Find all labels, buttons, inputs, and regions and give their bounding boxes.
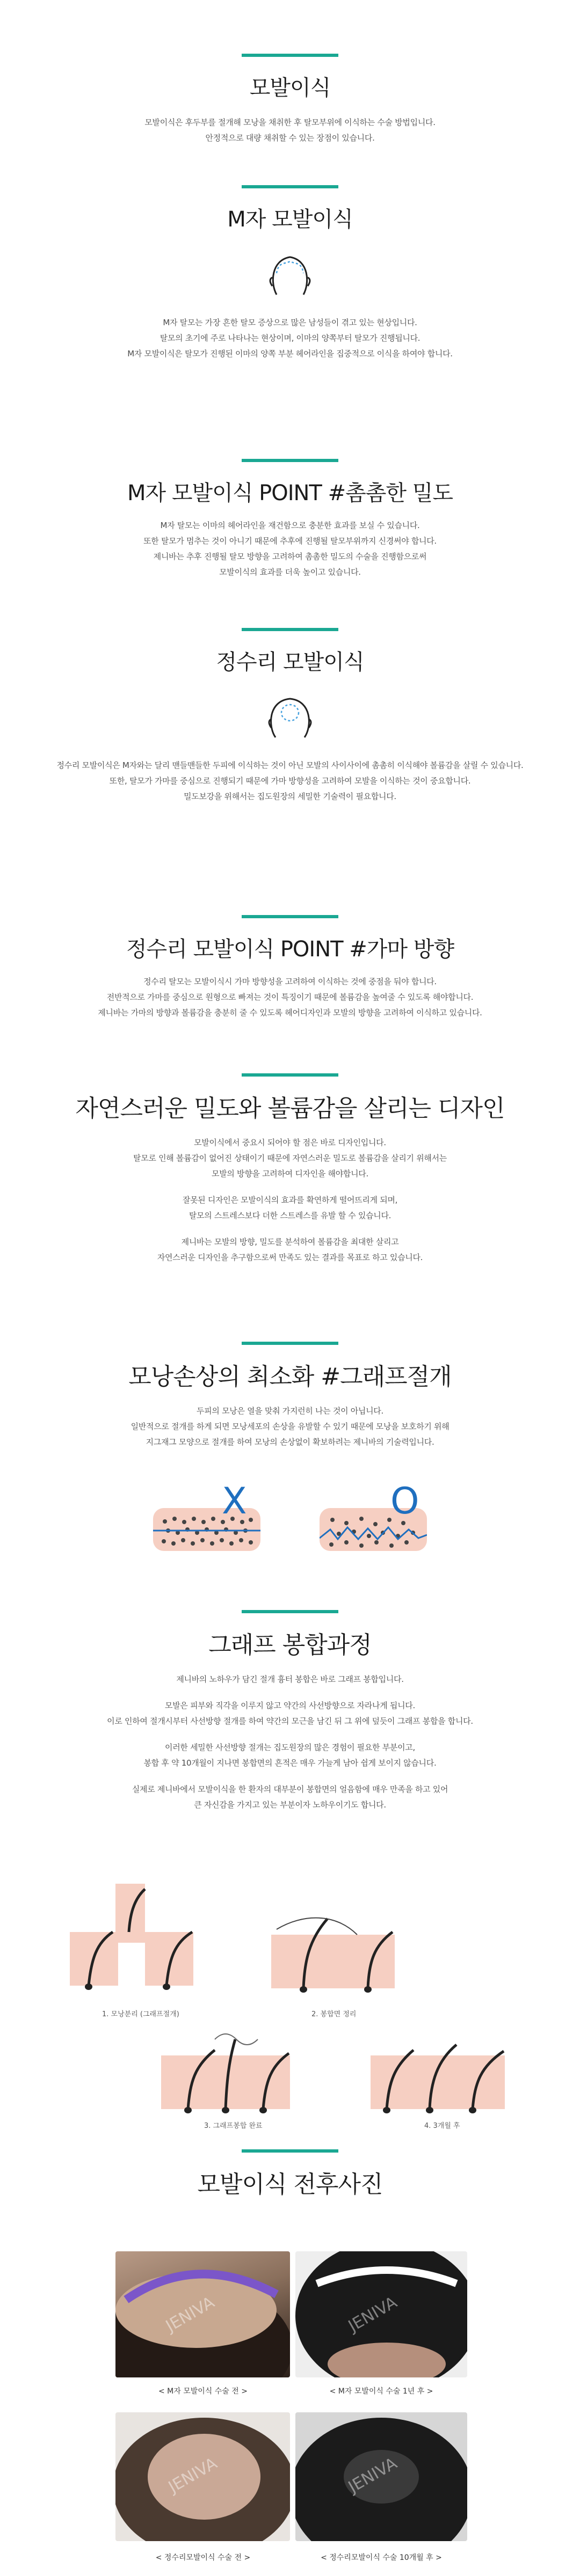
section-title: 정수리 모발이식 (216, 650, 364, 675)
section-title: 모낭손상의 최소화 #그래프절개 (128, 1363, 452, 1391)
before-photo-m (115, 2251, 290, 2377)
section-text: 두피의 모낭은 열을 맞춰 가지런히 나는 것이 아닙니다. 일반적으로 절개를 하게 되면 모낭세포의 손상을 유발할 수 있기 때문에 모낭을 보호하기 위해 지그재그 모양으로 절개를 하여 모낭의 손상없이 확보하려는 제니바의 기술력입니다. (130, 1406, 450, 1447)
suture-step-4-figure (371, 2018, 505, 2133)
watermark: JENIVA (345, 2454, 401, 2497)
photo-caption: < 정수리모발이식 수술 전 > (155, 2553, 251, 2562)
section-divider (242, 1073, 338, 1077)
section-text: 모발이식에서 중요시 되어야 할 점은 바로 디자인입니다. 탈모로 인해 볼륨감이 없어진 상태이기 때문에 자연스러운 밀도로 볼륨감을 살리기 위해서는 모발의 방향을 고려하여 디자인을 해야합니다. (133, 1137, 447, 1179)
suture-step-3-figure (161, 2018, 290, 2133)
x-mark: X (222, 1480, 247, 1523)
section-text: 모발은 피부와 직각을 이루지 않고 약간의 사선방향으로 자라나게 됩니다. 이로 인하여 절개시부터 사선방향 절개를 하여 약간의 모근을 남긴 뒤 그 위에 덮듯이 그래프 봉합을 합니다. (107, 1700, 473, 1726)
section-title: M자 모발이식 POINT #촘촘한 밀도 (127, 481, 453, 506)
section-text: 정수리 모발이식은 M자와는 달리 맨들맨들한 두피에 이식하는 것이 아닌 모발의 사이사이에 촘촘히 이식해야 볼륨감을 살릴 수 있습니다. 또한, 탈모가 가마를 중심으로 진행되기 때문에 가마 방향성을 고려하여 모발을 이식하는 것이 중요합니다. 밀도보강을 위해서는 집도원장의 세밀한 기술력이 필요합니다. (56, 760, 524, 801)
watermark: JENIVA (345, 2293, 401, 2336)
after-photo-crown (295, 2412, 467, 2541)
zigzag-incision-figure (320, 1480, 427, 1556)
step-caption: 4. 3개월 후 (424, 2122, 460, 2130)
section-text: 이러한 세밀한 사선방향 절개는 집도원장의 많은 경험이 필요한 부분이고, 봉합 후 약 10개월이 지나면 봉합면의 흔적은 매우 가늘게 남아 쉽게 보이지 않습니다. (143, 1742, 437, 1768)
photo-caption: < 정수리모발이식 수술 10개월 후 > (321, 2553, 442, 2562)
section-divider (242, 1342, 338, 1345)
section-hair-transplant (0, 54, 580, 146)
section-title: 그래프 봉합과정 (208, 1631, 372, 1659)
section-text: 정수리 탈모는 모발이식시 가마 방향성을 고려하여 이식하는 것에 중점을 둬야 합니다. 전반적으로 가마를 중심으로 원형으로 빠져는 것이 특징이기 때문에 볼륨감을 높여줄 수 있도록 해야합니다. 제니바는 가마의 방향과 볼륨감을 충분히 줄 수 있도록 헤어디자인과 모발의 방향을 고려하여 이식하고 있습니다. (98, 977, 482, 1018)
section-divider (242, 185, 338, 188)
m-hairline-head-icon (260, 245, 320, 304)
section-title: 정수리 모발이식 POINT #가마 방향 (126, 937, 454, 962)
step-caption: 3. 그래프봉합 완료 (204, 2122, 263, 2130)
section-text: 모발이식은 후두부를 절개해 모낭을 채취한 후 탈모부위에 이식하는 수술 방법입니다. 안정적으로 대량 채취할 수 있는 장점이 있습니다. (144, 118, 436, 143)
section-divider (242, 54, 338, 57)
photo-caption: < M자 모발이식 수술 1년 후 > (329, 2387, 433, 2396)
section-text: 제니바의 노하우가 담긴 절개 흉터 봉합은 바로 그래프 봉합입니다. (176, 1674, 404, 1684)
crown-head-icon (260, 688, 320, 747)
watermark: JENIVA (165, 2454, 221, 2497)
suture-step-2-figure (271, 1908, 395, 2018)
before-photo-crown (115, 2412, 290, 2541)
suture-step-1-figure (70, 1878, 193, 2018)
section-divider (242, 1610, 338, 1613)
after-photo-m (295, 2251, 467, 2377)
section-text: M자 탈모는 이마의 헤어라인을 재건함으로 충분한 효과를 보실 수 있습니다. 또한 탈모가 멈추는 것이 아니기 때문에 추후에 진행될 탈모부위까지 신경써야 합니다. 제니바는 추후 진행될 탈모 방향을 고려하여 촘촘한 밀도의 수술을 진행함으로써 모발이식의 효과를 더욱 높이고 있습니다. (143, 521, 437, 577)
section-divider (242, 459, 338, 462)
step-caption: 2. 봉합면 정리 (311, 2010, 357, 2018)
section-graft-suture (0, 1610, 580, 1813)
section-crown-point (0, 915, 580, 1021)
section-title: 자연스러운 밀도와 볼륨감을 살리는 디자인 (75, 1095, 505, 1122)
section-text: M자 탈모는 가장 흔한 탈모 증상으로 많은 남성들이 겪고 있는 현상입니다. 탈모의 초기에 주로 나타나는 현상이며, 이마의 양쪽부터 탈모가 진행됩니다. M자 모발이식은 탈모가 진행된 이마의 양쪽 부분 헤어라인을 집중적으로 이식을 하여야 합니다. (127, 318, 453, 358)
section-text: 잘못된 디자인은 모발이식의 효과를 확연하게 떨어뜨리게 되며, 탈모의 스트레스보다 더한 스트레스를 유발 할 수 있습니다. (182, 1195, 398, 1220)
section-text: 제니바는 모발의 방향, 밀도를 분석하여 볼륨감을 최대한 살리고 자연스러운 디자인을 추구함으로써 만족도 있는 결과를 목표로 하고 있습니다. (157, 1236, 423, 1262)
step-caption: 1. 모낭분리 (그래프절개) (102, 2010, 179, 2018)
section-before-after (0, 2149, 580, 2199)
section-m-point (0, 459, 580, 580)
o-mark: O (390, 1480, 419, 1523)
straight-incision-figure (153, 1480, 260, 1556)
section-design (0, 1073, 580, 1265)
section-title: 모발이식 (249, 76, 331, 100)
section-divider (242, 915, 338, 918)
section-title: M자 모발이식 (227, 207, 353, 232)
section-divider (242, 628, 338, 631)
section-title: 모발이식 전후사진 (197, 2171, 383, 2198)
section-graft-incision (0, 1342, 580, 1567)
photo-caption: < M자 모발이식 수술 전 > (158, 2387, 248, 2396)
section-crown (0, 628, 580, 804)
section-m-hairline (0, 185, 580, 362)
watermark: JENIVA (162, 2293, 218, 2336)
section-divider (242, 2149, 338, 2153)
section-text: 실제로 제니바에서 모발이식을 한 환자의 대부분이 봉합면의 얼음함에 매우 만족을 하고 있어 큰 자신감을 가지고 있는 부분이자 노하우이기도 합니다. (132, 1784, 448, 1810)
